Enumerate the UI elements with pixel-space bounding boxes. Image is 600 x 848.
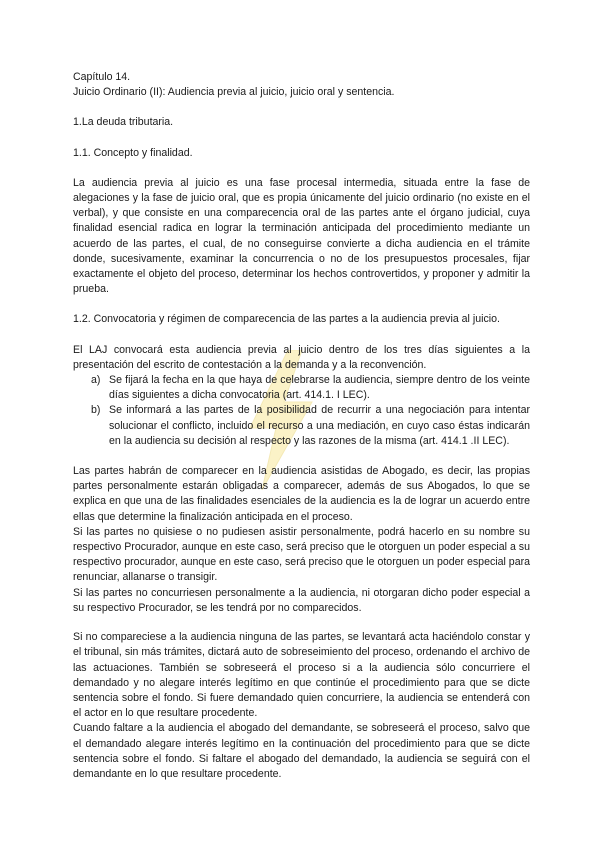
list-marker: a) <box>91 374 101 387</box>
list-item <box>91 403 530 449</box>
comparecencia-paragraph: Las partes habrán de comparecer en la audiencia asistidas de Abogado, es decir, las propias partes personalmente estarán obligadas a comparecer, además de sus Abogados, lo que se explica en que una de las finalidades esenciales de la audiencia es la de lograr un acuerdo entre ellas que determine la finalización anticipada en el proceso. <box>73 465 530 523</box>
chapter-label: Capítulo 14. <box>73 71 131 83</box>
chapter-title: Juicio Ordinario (II): Audiencia previa al juicio, juicio oral y sentencia. <box>73 86 395 99</box>
section-1-2-intro: El LAJ convocará esta audiencia previa al juicio dentro de los tres días siguientes a la presentación del escrito de contestación a la demanda y a la reconvención. <box>73 343 530 371</box>
falta-abogado-paragraph: Cuando faltare a la audiencia el abogado del demandante, se sobreseerá el proceso, salvo que el demandado alegare interés legítimo en la continuación del procedimiento para que se dicte sentencia sobre el fondo. Si faltare el abogado del demandado, la audiencia se seguirá con el demandante en lo que resultare procedente. <box>73 722 530 780</box>
list-item-text: Se informará a las partes de la posibilidad de recurrir a una negociación para intentar solucionar el conflicto, incluido el recurso a una mediación, en cuyo caso éstas indicarán en la audiencia su decisión al respecto y las razones de la misma (art. 414.1 .II LEC). <box>109 404 530 447</box>
section-1-1-paragraph: La audiencia previa al juicio es una fase procesal intermedia, situada entre la fase de alegaciones y la fase de juicio oral, que es propia únicamente del juicio ordinario (no existe en el verbal), y que consiste en una comparecencia oral de las partes ante el órgano judicial, cuya finalidad esencial radica en lograr la terminación anticipada del procedimiento mediante un acuerdo de las partes, el cual, de no conseguirse convierte a dicha audiencia en el trámite donde, sucesivamente, examinar la concurrencia o no de los presupuestos procesales, fijar exactamente el objeto del proceso, determinar los hechos controvertidos, y proponer y admitir la prueba. <box>73 176 530 296</box>
section-1-heading: 1.La deuda tributaria. <box>73 116 174 129</box>
section-1-1-heading: 1.1. Concepto y finalidad. <box>73 146 193 159</box>
section-1-2-heading: 1.2. Convocatoria y régimen de comparecencia de las partes a la audiencia previa al juicio. <box>73 313 500 326</box>
list-item-text: Se fijará la fecha en la que haya de celebrarse la audiencia, siempre dentro de los veinte días siguientes a dicha convocatoria (art. 414.1. I LEC). <box>109 374 530 402</box>
convocatoria-list <box>73 373 530 449</box>
no-comparecidos-paragraph: Si las partes no concurriesen personalmente a la audiencia, ni otorgaran dicho poder especial a su respectivo Procurador, se les tendrá por no comparecidos. <box>73 586 530 614</box>
procurador-paragraph: Si las partes no quisiese o no pudiesen asistir personalmente, podrá hacerlo en su nombre su respectivo Procurador, aunque en este caso, será preciso que le otorguen un poder especial a su respectivo procurador, aunque en este caso, será preciso que le otorguen un poder especial para renunciar, allanarse o transigir. <box>73 525 531 584</box>
document-page <box>73 70 530 782</box>
list-item <box>91 373 530 403</box>
chapter-header <box>73 70 530 100</box>
list-marker: b) <box>91 404 101 417</box>
sobreseimiento-paragraph: Si no compareciese a la audiencia ninguna de las partes, se levantará acta haciéndolo constar y el tribunal, sin más trámites, dictará auto de sobreseimiento del proceso, ordenando el archivo de las actuaciones. También se sobreseerá el proceso si a la audiencia sólo concurriere el demandado y no alegare interés legítimo en que continúe el procedimiento para que se dicte sentencia sobre el fondo. Si fuere demandado quien concurriere, la audiencia se entenderá con el actor en lo que resultare procedente. <box>73 631 530 720</box>
